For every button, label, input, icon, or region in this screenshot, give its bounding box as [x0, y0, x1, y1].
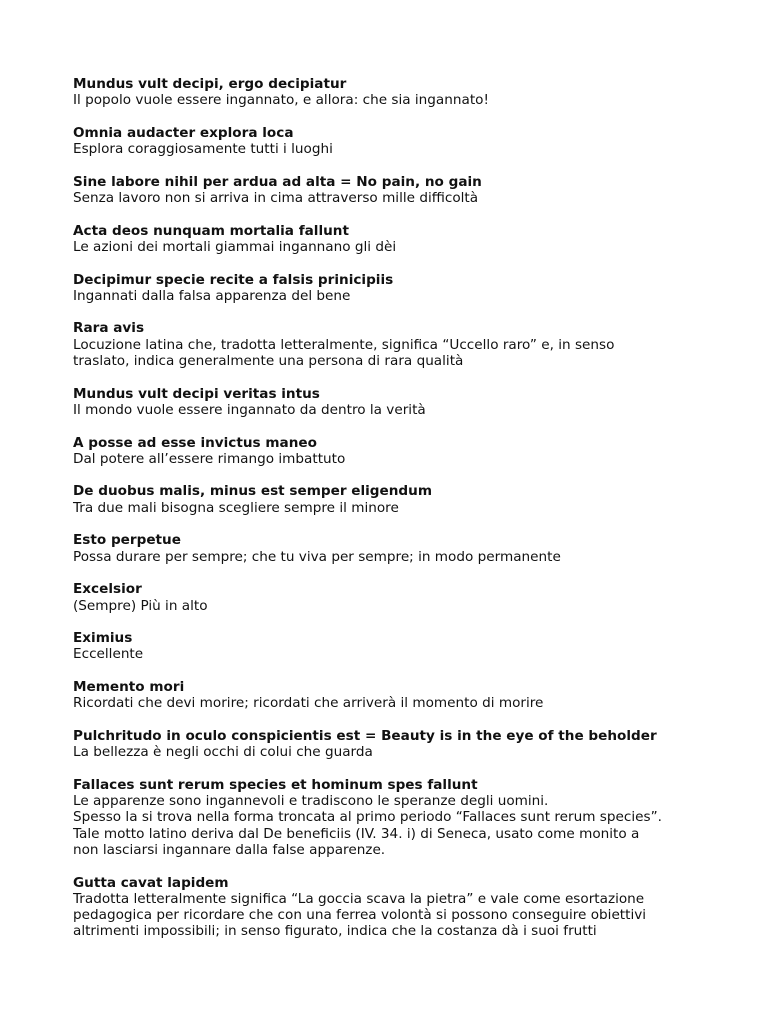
translation-line: La bellezza è negli occhi di colui che guarda: [73, 744, 373, 761]
latin-phrase-title: Esto perpetue: [73, 532, 181, 549]
translation-line: Senza lavoro non si arriva in cima attraverso mille difficoltà: [73, 190, 479, 207]
translation-line: Locuzione latina che, tradotta letteralmente, significa “Uccello raro” e, in senso: [73, 336, 615, 353]
translation-line: Il popolo vuole essere ingannato, e allora: che sia ingannato!: [73, 92, 489, 109]
translation-line: Dal potere all’essere rimango imbattuto: [73, 450, 346, 467]
phrase-entry: [73, 272, 733, 305]
translation-line: Le azioni dei mortali giammai ingannano gli dèi: [73, 238, 397, 255]
latin-phrase-title: Omnia audacter explora loca: [73, 124, 294, 141]
translation-line: Eccellente: [73, 646, 144, 663]
translation-line: Tra due mali bisogna scegliere sempre il minore: [73, 499, 399, 516]
translation-line: Spesso la si trova nella forma troncata al primo periodo “Fallaces sunt rerum species”.: [73, 809, 662, 826]
translation-line: non lasciarsi ingannare dalla false apparenze.: [73, 841, 386, 858]
phrase-entry: [73, 875, 733, 940]
translation-line: traslato, indica generalmente una persona di rara qualità: [73, 353, 464, 370]
translation-line: Le apparenze sono ingannevoli e tradiscono le speranze degli uomini.: [73, 793, 549, 810]
phrase-entry: [73, 435, 733, 468]
latin-phrase-title: Decipimur specie recite a falsis prinicipiis: [73, 271, 394, 288]
phrase-entry: [73, 581, 733, 614]
latin-phrase-title: Rara avis: [73, 320, 145, 337]
phrase-entry: [73, 728, 733, 761]
latin-phrase-title: Acta deos nunquam mortalia fallunt: [73, 222, 349, 239]
phrase-entry: [73, 386, 733, 419]
latin-phrase-title: Fallaces sunt rerum species et hominum spes fallunt: [73, 776, 478, 793]
latin-phrase-title: Excelsior: [73, 581, 142, 598]
phrase-entry: [73, 125, 733, 158]
translation-line: Tale motto latino deriva dal De beneficiis (IV. 34. i) di Seneca, usato come monito a: [73, 825, 640, 842]
latin-phrase-title: Pulchritudo in oculo conspicientis est = Beauty is in the eye of the beholder: [73, 727, 657, 744]
latin-phrase-title: A posse ad esse invictus maneo: [73, 434, 317, 451]
translation-line: pedagogica per ricordare che con una ferrea volontà si possono conseguire obiettivi: [73, 907, 647, 924]
translation-line: altrimenti impossibili; in senso figurato, indica che la costanza dà i suoi frutti: [73, 923, 597, 940]
translation-line: (Sempre) Più in alto: [73, 597, 208, 614]
phrase-entry: [73, 320, 733, 369]
phrase-entry: [73, 777, 733, 858]
translation-line: Possa durare per sempre; che tu viva per sempre; in modo permanente: [73, 548, 561, 565]
latin-phrase-title: De duobus malis, minus est semper eligendum: [73, 483, 433, 500]
latin-phrase-title: Eximius: [73, 630, 133, 647]
translation-line: Ingannati dalla falsa apparenza del bene: [73, 287, 351, 304]
latin-phrase-title: Gutta cavat lapidem: [73, 874, 229, 891]
phrase-entry: [73, 532, 733, 565]
latin-phrase-title: Sine labore nihil per ardua ad alta = No pain, no gain: [73, 173, 482, 190]
phrase-entry: [73, 174, 733, 207]
phrase-entry: [73, 483, 733, 516]
translation-line: Il mondo vuole essere ingannato da dentro la verità: [73, 401, 426, 418]
document-page: [73, 76, 733, 956]
phrase-entry: [73, 223, 733, 256]
translation-line: Ricordati che devi morire; ricordati che arriverà il momento di morire: [73, 695, 544, 712]
phrase-entry: [73, 76, 733, 109]
latin-phrase-title: Memento mori: [73, 678, 185, 695]
phrase-entry: [73, 630, 733, 663]
latin-phrase-title: Mundus vult decipi veritas intus: [73, 385, 320, 402]
translation-line: Tradotta letteralmente significa “La goccia scava la pietra” e vale come esortazione: [73, 890, 645, 907]
translation-line: Esplora coraggiosamente tutti i luoghi: [73, 141, 333, 158]
phrase-entry: [73, 679, 733, 712]
latin-phrase-title: Mundus vult decipi, ergo decipiatur: [73, 76, 347, 92]
